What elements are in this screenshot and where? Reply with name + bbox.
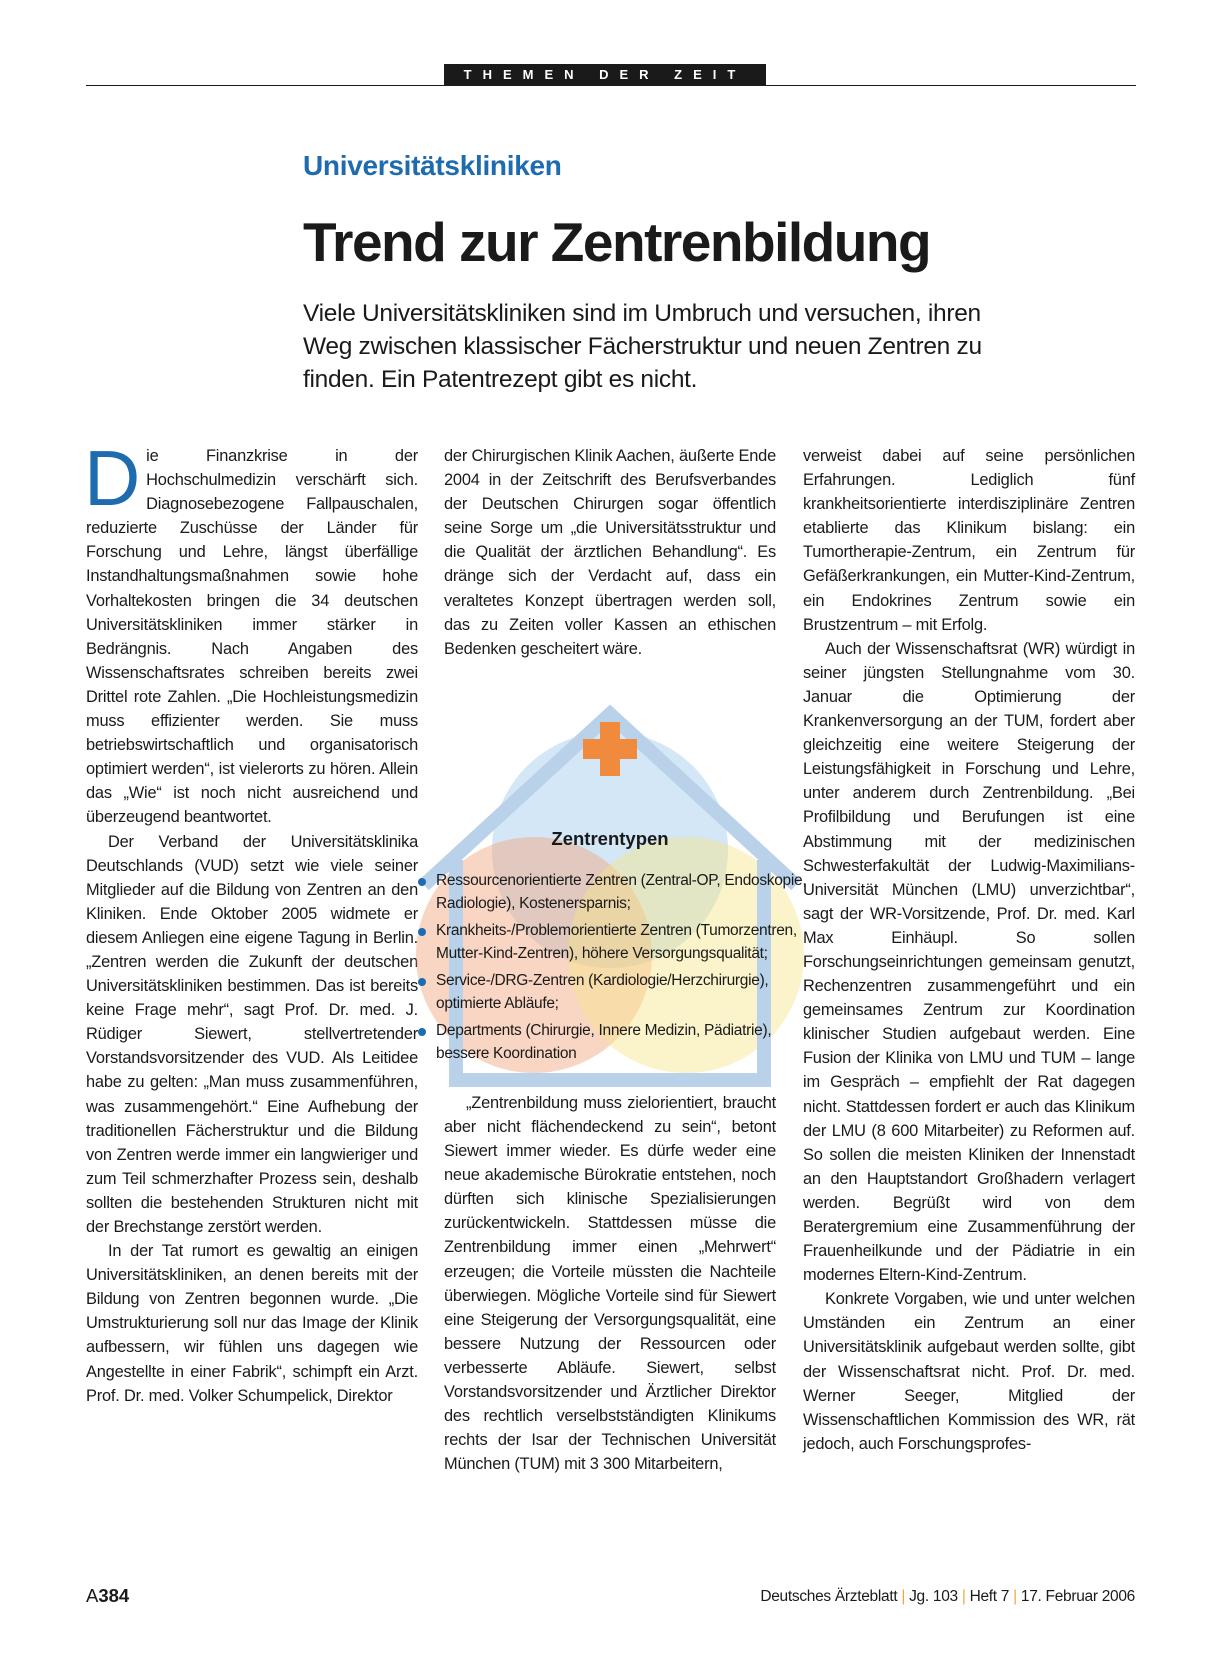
footer-source xyxy=(760,1588,1135,1606)
page-number-value: 384 xyxy=(98,1585,130,1606)
list-item-text: Ressourcenorientierte Zentren (Zentral-OP, Endoskopie, Radiologie), Kostenersparnis; xyxy=(436,872,807,912)
article-headline: Trend zur Zentrenbildung xyxy=(303,211,931,273)
list-item xyxy=(418,870,813,915)
figure-list xyxy=(418,870,813,1070)
journal-date: 17. Februar 2006 xyxy=(1020,1588,1135,1605)
separator: | xyxy=(1013,1588,1017,1605)
paragraph-text: ie Finanzkrise in der Hochschulmedizin verschärft sich. Diagnosebezogene Fallpauschalen, reduzierte Zuschüsse der Länder für Forschung und Lehre, längst überfällige Instandhaltungsmaßnahmen sowie hohe Vorhaltekosten bringen die 34 deutschen Universitätskliniken immer stärker in Bedrängnis. Nach Angaben des Wissenschaftsrates schreiben bereits zwei Drittel rote Zahlen. „Die Hochleistungsmedizin muss effizienter werden. Sie muss betriebswirtschaftlich und organisatorisch optimiert werden“, ist vielerorts zu hören. Allein das „Wie“ ist noch nicht ausreichend und überzeugend beantwortet. xyxy=(86,447,418,827)
list-item-text: Krankheits-/Problemorientierte Zentren (Tumorzentren, Mutter-Kind-Zentren), höhere Versorgungsqualität; xyxy=(436,922,797,962)
page-prefix: A xyxy=(86,1585,99,1606)
separator: | xyxy=(901,1588,906,1605)
drop-cap: D xyxy=(84,434,141,522)
paragraph: verweist dabei auf seine persönlichen Erfahrungen. Lediglich fünf krankheitsorientierte interdisziplinäre Zentren etablierte das Klinikum bislang: ein Tumortherapie-Zentrum, ein Zentrum für Gefäßerkrankungen, ein Mutter-Kind-Zentrum, ein Endokrines Zentrum sowie ein Brustzentrum – mit Erfolg. xyxy=(803,447,1135,634)
bullet-icon xyxy=(418,878,426,886)
list-item xyxy=(418,920,813,965)
list-item-text: Departments (Chirurgie, Innere Medizin, Pädiatrie), bessere Koordination xyxy=(436,1022,772,1062)
article-kicker: Universitätskliniken xyxy=(303,150,562,181)
paragraph: „Zentrenbildung muss zielorientiert, braucht aber nicht flächendeckend zu sein“, betont Siewert immer wieder. Es dürfe weder eine neue akademische Bürokratie entstehen, noch dürften sich klinische Spezialisierungen zurückentwickeln. Stattdessen müsse die Zentrenbildung immer einen „Mehrwert“ erzeugen; die Vorteile müssten die Nachteile überwiegen. Mögliche Vorteile sind für Siewert eine Steigerung der Versorgungsqualität, eine bessere Nutzung der Ressourcen oder verbesserte Abläufe. Siewert, selbst Vorstandsvorsitzender und Ärztlicher Direktor des rechtlich verselbstständigten Klinikums rechts der Isar der Technischen Universität München (TUM) mit 3 300 Mitarbeitern, xyxy=(444,1093,776,1474)
journal-name: Deutsches Ärzteblatt xyxy=(760,1588,898,1605)
list-item xyxy=(418,1020,813,1065)
section-label: THEMEN DER ZEIT xyxy=(444,64,766,85)
paragraph: In der Tat rumort es gewaltig an einigen Universitätskliniken, an denen bereits mit der Bildung von Zentren begonnen wurde. „Die Umstrukturierung soll nur das Image der Klinik aufbessern, wir fühlen uns dagegen wie Angestellte in einer Fabrik“, schimpft ein Arzt. Prof. Dr. med. Volker Schumpelick, Direktor xyxy=(86,1242,418,1405)
bullet-icon xyxy=(418,978,426,986)
paragraph xyxy=(84,434,418,830)
journal-issue: Heft 7 xyxy=(969,1588,1010,1605)
text-column-3 xyxy=(803,444,1135,1456)
list-item-text: Service-/DRG-Zentren (Kardiologie/Herzchirurgie), optimierte Abläufe; xyxy=(436,972,769,1012)
list-item xyxy=(418,970,813,1015)
article-lead: Viele Universitätskliniken sind im Umbruch und versuchen, ihren Weg zwischen klassischer Fächerstruktur und neuen Zentren zu finden. Ein Patentrezept gibt es nicht. xyxy=(303,300,982,393)
paragraph: der Chirurgischen Klinik Aachen, äußerte Ende 2004 in der Zeitschrift des Berufsverbandes der Deutschen Chirurgen sogar öffentlich seine Sorge um „die Universitätsstruktur und die Qualität der ärztlichen Behandlung“. Es dränge sich der Verdacht auf, dass ein veraltetes Konzept übertragen werden soll, das zu Zeiten voller Kassen an ethischen Bedenken gescheitert wäre. xyxy=(444,447,776,658)
paragraph: Konkrete Vorgaben, wie und unter welchen Umständen ein Zentrum an einer Universitätsklinik aufgebaut werden sollte, gibt der Wissenschaftsrat nicht. Prof. Dr. med. Werner Seeger, Mitglied der Wissenschaftlichen Kommission des WR, rät jedoch, auch Forschungsprofes- xyxy=(803,1290,1135,1453)
text-column-1 xyxy=(84,434,418,1408)
section-bar xyxy=(86,67,1136,86)
separator: | xyxy=(961,1588,966,1605)
bullet-icon xyxy=(418,928,426,936)
page-number xyxy=(86,1585,129,1607)
zentrentypen-figure xyxy=(404,700,816,1094)
paragraph: Der Verband der Universitätsklinika Deutschlands (VUD) setzt wie viele seiner Mitglieder auf die Bildung von Zentren an den Kliniken. Ende Oktober 2005 widmete er diesem Anliegen eine eigene Tagung in Berlin. „Zentren werden die Zukunft der deutschen Universitätskliniken bestimmen. Das ist bereits keine Frage mehr“, sagt Prof. Dr. med. J. Rüdiger Siewert, stellvertretender Vorstandsvorsitzender des VUD. Als Leitidee habe zu gelten: „Man muss zusammenführen, was zusammengehört.“ Eine Aufhebung der traditionellen Fächerstruktur und die Bildung von Zentren werde immer ein langwieriger und zum Teil schmerzhafter Prozess sein, deshalb sollten die bestehenden Strukturen nicht mit der Brechstange zerstört werden. xyxy=(86,832,418,1236)
journal-volume: Jg. 103 xyxy=(909,1588,958,1605)
figure-title: Zentrentypen xyxy=(551,828,669,849)
bullet-icon xyxy=(418,1028,426,1036)
paragraph: Auch der Wissenschaftsrat (WR) würdigt in seiner jüngsten Stellungnahme vom 30. Januar die Optimierung der Krankenversorgung an der TUM, fordert aber gleichzeitig eine weitere Steigerung der Leistungsfähigkeit in Forschung und Lehre, unter anderem durch Zentrenbildung. „Bei Profilbildung und Berufungen ist eine Abstimmung mit der medizinischen Schwesterfakultät der Ludwig-Maximilians-Universität München (LMU) unverzichtbar“, sagt der WR-Vorsitzende, Prof. Dr. med. Karl Max Einhäupl. So sollen Forschungseinrichtungen gemeinsam genutzt, Rechenzentren zusammengeführt und ein gemeinsames Zentrum zur Koordination klinischer Studien aufgebaut werden. Eine Fusion der Klinika von LMU und TUM – lange im Gespräch – empfiehlt der Rat dagegen nicht. Stattdessen fordert er auch das Klinikum der LMU (8 600 Mitarbeiter) zu Reformen auf. So sollen die meisten Kliniken der Innenstadt an den Hauptstandort Großhadern verlagert werden. Begrüßt wird von dem Beratergremium eine Zusammenführung der Frauenheilkunde und der Pädiatrie in ein modernes Eltern-Kind-Zentrum. xyxy=(803,639,1135,1285)
